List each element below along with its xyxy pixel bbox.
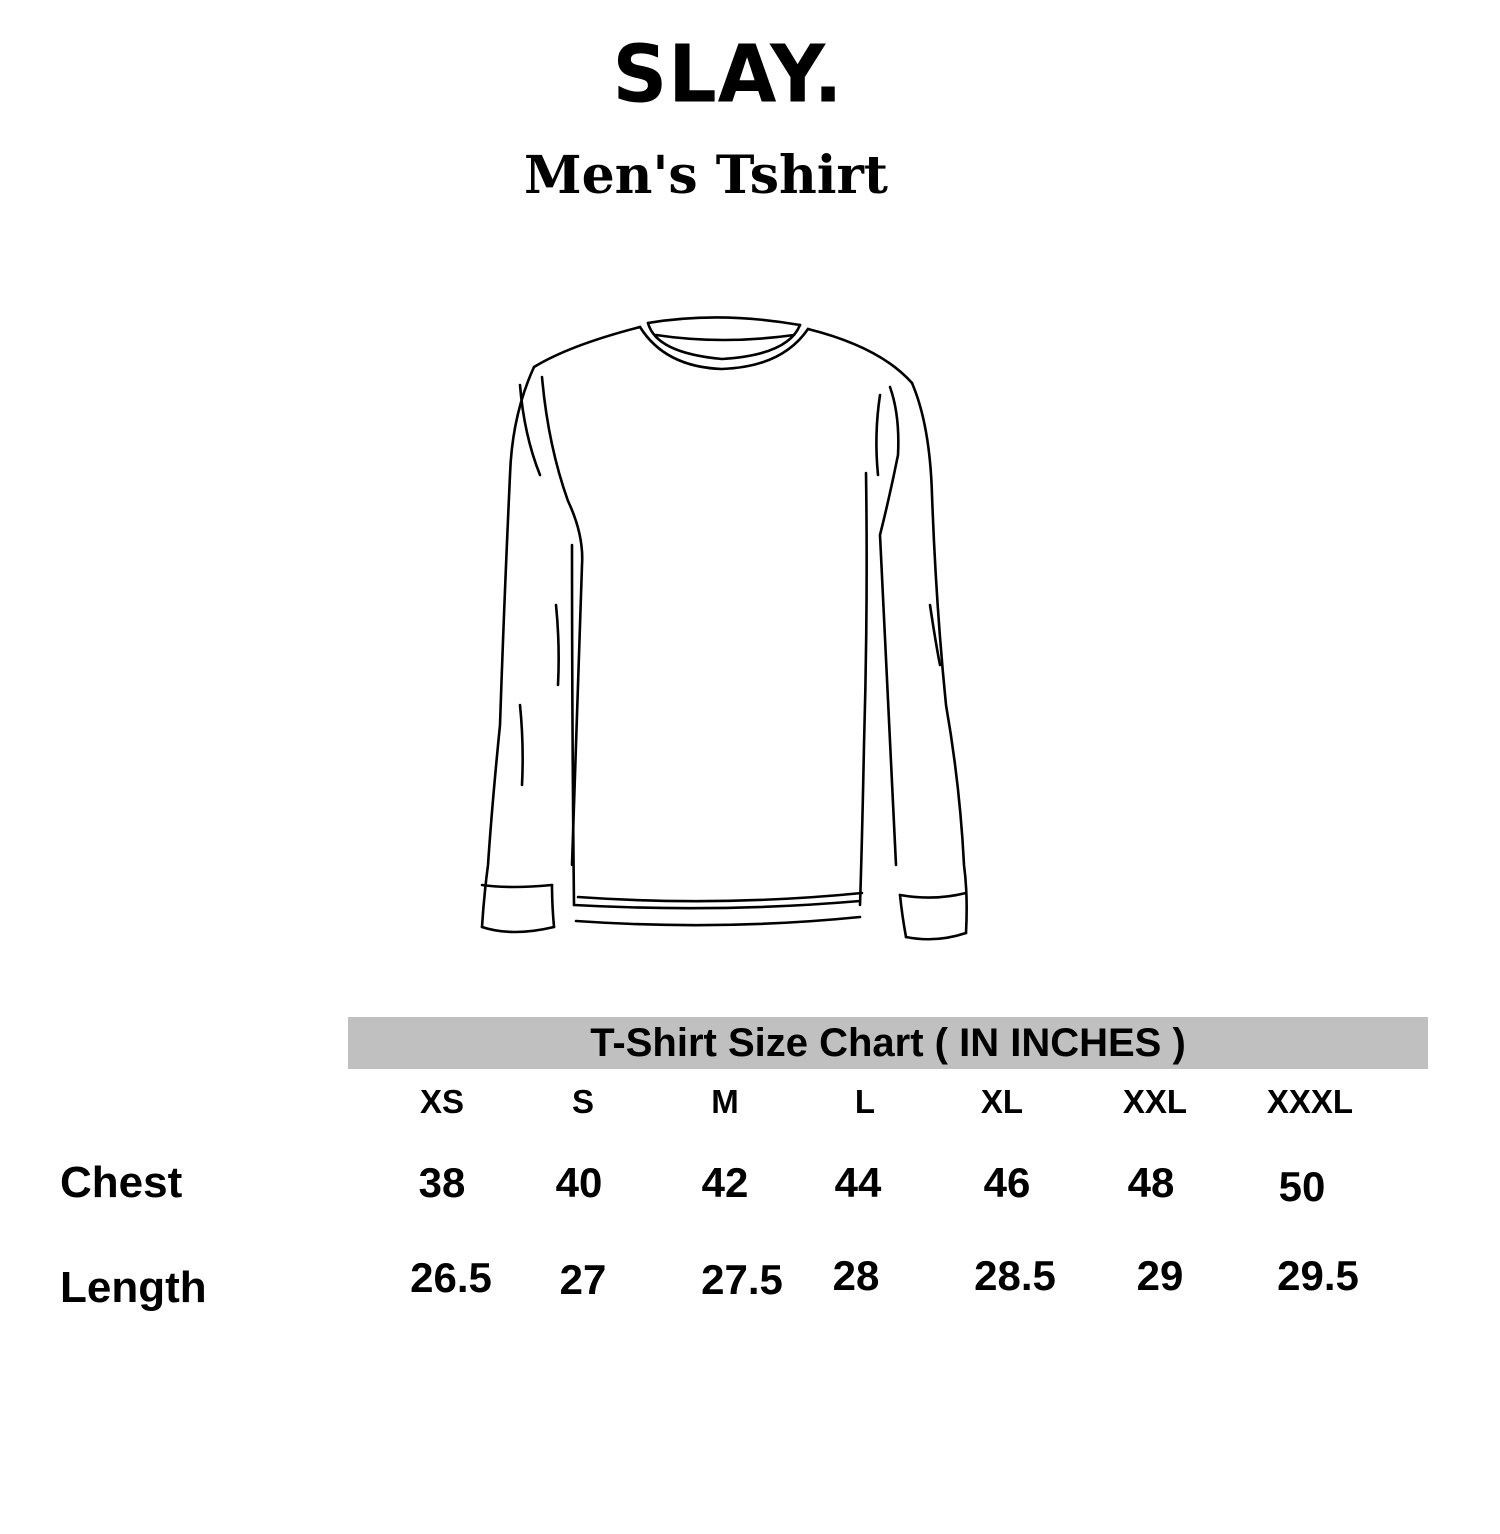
row-label-length: Length (60, 1263, 207, 1312)
size-header-xl: XL (980, 1083, 1024, 1120)
tshirt-illustration (460, 305, 990, 965)
chest-m: 42 (701, 1159, 749, 1206)
product-title: Men's Tshirt (524, 145, 888, 206)
length-xxxl: 29.5 (1277, 1252, 1359, 1299)
length-xxl: 29 (1136, 1252, 1184, 1299)
length-xl: 28.5 (974, 1252, 1056, 1299)
size-header-s: S (571, 1083, 594, 1120)
length-m: 27.5 (701, 1256, 783, 1303)
row-label-chest: Chest (60, 1158, 183, 1207)
chest-xxxl: 50 (1278, 1163, 1326, 1210)
size-header-m: M (711, 1083, 739, 1120)
size-chart-header (348, 1017, 1428, 1069)
size-header-xxl: XXL (1122, 1083, 1188, 1120)
chest-s: 40 (555, 1159, 603, 1206)
chest-l: 44 (834, 1159, 882, 1206)
size-chart-title: T-Shirt Size Chart ( IN INCHES ) (590, 1021, 1186, 1065)
size-header-xxxl: XXXL (1266, 1083, 1354, 1120)
length-s: 27 (559, 1256, 607, 1303)
chest-xs: 38 (418, 1159, 466, 1206)
length-l: 28 (832, 1252, 880, 1299)
chest-xl: 46 (983, 1159, 1031, 1206)
chest-xxl: 48 (1127, 1159, 1175, 1206)
size-header-xs: XS (419, 1083, 465, 1120)
length-xs: 26.5 (410, 1254, 492, 1301)
brand-logo: SLAY. (612, 26, 844, 121)
size-header-l: L (854, 1083, 876, 1120)
